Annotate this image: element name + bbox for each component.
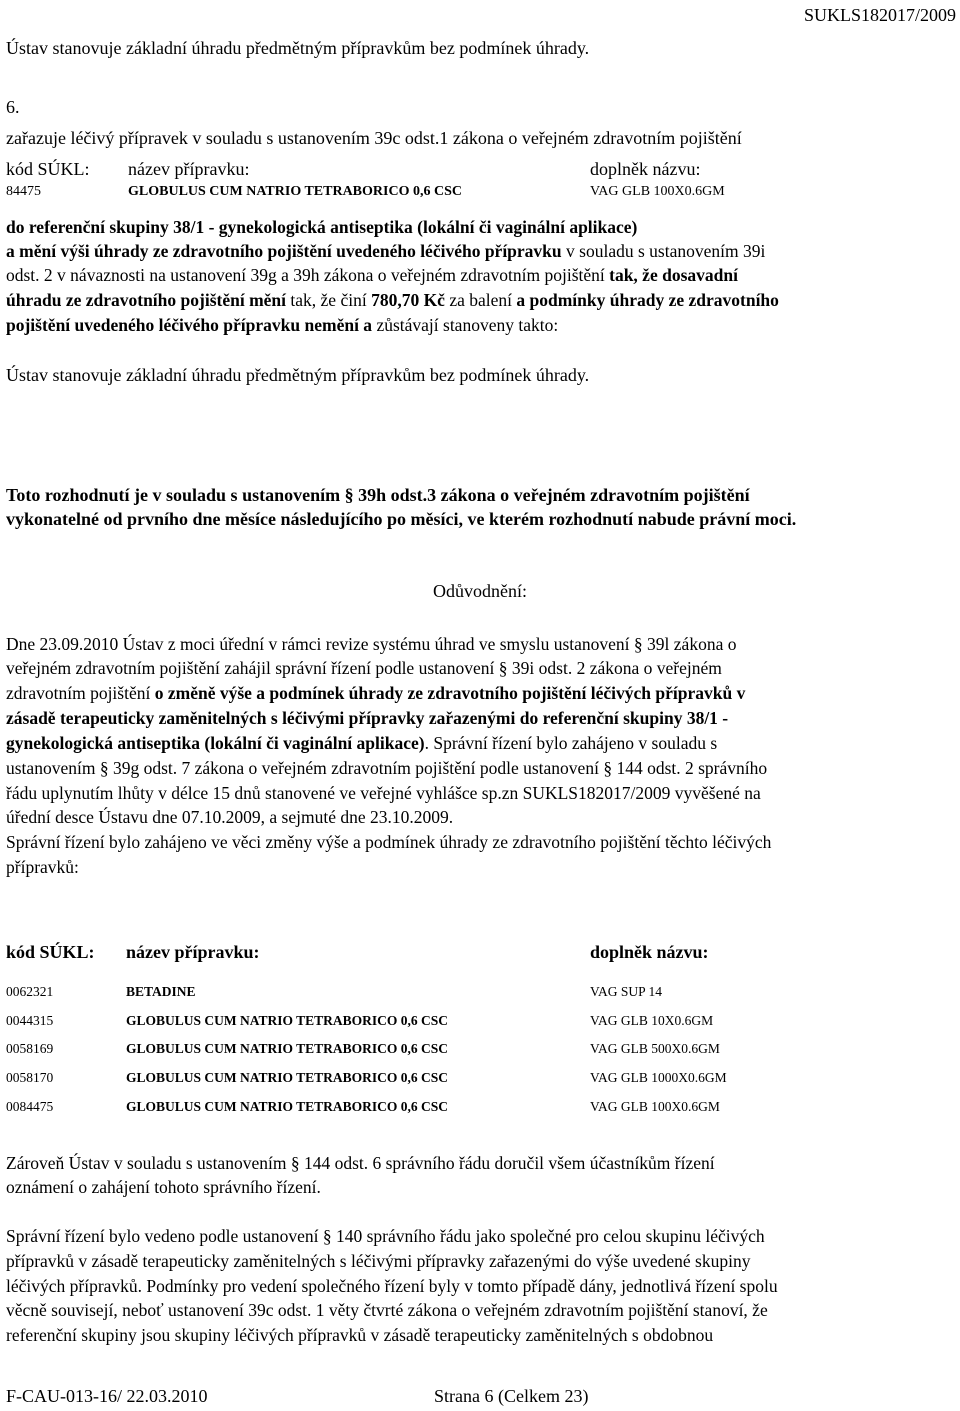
section-sign: § — [498, 658, 508, 678]
table-row — [6, 1041, 956, 1059]
section-sign: § — [290, 1153, 300, 1173]
decision-amount: 780,70 Kč — [371, 290, 445, 310]
justification-line-6-b: 39g odst. 7 zákona o veřejném zdravotním pojištění podle ustanovení — [108, 758, 604, 778]
row-addition: VAG GLB 10X0.6GM — [590, 1013, 714, 1028]
decision-line-5-b: zůstávají stanoveny takto: — [372, 315, 559, 335]
justification-line-3-a: zdravotním pojištění — [6, 683, 155, 703]
row-addition: VAG GLB 500X0.6GM — [590, 1041, 720, 1056]
decision-line-4-b: tak, že činí — [286, 290, 372, 310]
table-header-addition: doplněk názvu: — [590, 942, 709, 962]
justification-line-8: úřední desce Ústavu dne 07.10.2009, a sejmuté dne 23.10.2009. — [6, 807, 454, 827]
row-code: 0062321 — [6, 984, 54, 999]
row-addition: VAG GLB 1000X0.6GM — [590, 1070, 727, 1085]
justification-line-1-a: Dne 23.09.2010 Ústav z moci úřední v rámci revize systému úhrad ve smyslu ustanovení — [6, 634, 634, 654]
footer-page-number: Strana 6 (Celkem 23) — [434, 1386, 589, 1406]
col-header-addition: doplněk názvu: — [590, 159, 701, 179]
joint-line-1-a: Správní řízení bylo vedeno podle ustanovení — [6, 1226, 323, 1246]
justification-line-2-b: 39i odst. 2 zákona o veřejném — [507, 658, 722, 678]
notice-line-1-a: Zároveň Ústav v souladu s ustanovením — [6, 1153, 291, 1173]
joint-line-3: léčivých přípravků. Podmínky pro vedení společného řízení byly v tomto případě dány, jednotlivá řízení spolu — [6, 1276, 778, 1296]
justification-line-6-a: ustanovením — [6, 758, 100, 778]
row-name: BETADINE — [126, 984, 196, 999]
row-name: GLOBULUS CUM NATRIO TETRABORICO 0,6 CSC — [126, 1099, 449, 1114]
notice-line-2: oznámení o zahájení tohoto správního řízení. — [6, 1177, 321, 1197]
product-addition: VAG GLB 100X0.6GM — [590, 184, 725, 199]
decision-line-3-b: tak, že dosavadní — [609, 265, 738, 285]
decision-line-2-bold: a mění výši úhrady ze zdravotního pojištění uvedeného léčivého přípravku — [6, 241, 562, 261]
justification-title: Odůvodnění: — [433, 581, 527, 601]
row-name: GLOBULUS CUM NATRIO TETRABORICO 0,6 CSC — [126, 1013, 449, 1028]
decision-line-4 — [6, 289, 779, 312]
decision-line-2 — [6, 240, 765, 263]
table-header-code: kód SÚKL: — [6, 942, 95, 962]
notice-line-1 — [6, 1152, 715, 1175]
row-code: 0058169 — [6, 1041, 54, 1056]
row-name: GLOBULUS CUM NATRIO TETRABORICO 0,6 CSC — [126, 1041, 449, 1056]
justification-line-2 — [6, 657, 722, 680]
validity-line-1-b: 39h odst.3 zákona o veřejném zdravotním pojištění — [353, 485, 750, 505]
justification-line-5-a: gynekologická antiseptika (lokální či vaginální aplikace) — [6, 733, 425, 753]
justification-line-6-c: 144 odst. 2 správního — [612, 758, 768, 778]
paragraph-basic-reimbursement: Ústav stanovuje základní úhradu předmětným přípravkům bez podmínek úhrady. — [6, 38, 590, 58]
validity-line-2: vykonatelné od prvního dne měsíce následujícího po měsíci, ve kterém rozhodnutí nabude právní moci. — [6, 509, 797, 529]
section-sign: § — [99, 758, 109, 778]
table-header-name: název přípravku: — [126, 942, 260, 962]
decision-line-4-a: úhradu ze zdravotního pojištění mění — [6, 290, 287, 310]
table-row — [6, 1013, 956, 1031]
table-row — [6, 984, 956, 1002]
justification-line-3 — [6, 682, 745, 705]
row-addition: VAG SUP 14 — [590, 984, 663, 999]
footer-form-code: F-CAU-013-16/ 22.03.2010 — [6, 1386, 208, 1406]
row-addition: VAG GLB 100X0.6GM — [590, 1099, 720, 1114]
justification-line-9: Správní řízení bylo zahájeno ve věci změny výše a podmínek úhrady ze zdravotního pojištění těchto léčivých — [6, 832, 772, 852]
product-code: 84475 — [6, 184, 41, 199]
decision-line-3 — [6, 264, 738, 287]
notice-line-1-b: 144 odst. 6 správního řádu doručil všem účastníkům řízení — [299, 1153, 715, 1173]
section-sign: § — [603, 758, 613, 778]
table-row — [6, 1099, 956, 1117]
section-sign: § — [322, 1226, 332, 1246]
section-sign: § — [633, 634, 643, 654]
justification-line-3-b: o změně výše a podmínek úhrady ze zdravotního pojištění léčivých přípravků v — [154, 683, 746, 703]
justification-line-5 — [6, 732, 717, 755]
joint-line-5: referenční skupiny jsou skupiny léčivých přípravků v zásadě terapeuticky zaměnitelných s obdobnou — [6, 1325, 714, 1345]
decision-line-1: do referenční skupiny 38/1 - gynekologická antiseptika (lokální či vaginální aplikace) — [6, 217, 638, 237]
decision-line-2-rest: v souladu s ustanovením 39i — [561, 241, 766, 261]
validity-line-1-a: Toto rozhodnutí je v souladu s ustanovením — [6, 485, 345, 505]
joint-line-4: věcně souvisejí, neboť ustanovení 39c odst. 1 věty čtvrté zákona o veřejném zdravotním pojištění stanoví, že — [6, 1300, 768, 1320]
joint-line-1-b: 140 správního řádu jako společné pro celou skupinu léčivých — [331, 1226, 765, 1246]
row-code: 0058170 — [6, 1070, 54, 1085]
decision-line-3-a: odst. 2 v návaznosti na ustanovení 39g a 39h zákona o veřejném zdravotním pojištění — [6, 265, 610, 285]
joint-line-2: přípravků v zásadě terapeuticky zaměnitelných s léčivými přípravky zařazenými do výše uvedené skupiny — [6, 1251, 751, 1271]
justification-line-1 — [6, 633, 736, 656]
decision-line-5-a: pojištění uvedeného léčivého přípravku nemění a — [6, 315, 373, 335]
justification-line-5-b: . Správní řízení bylo zahájeno v souladu s — [424, 733, 718, 753]
justification-line-7: řádu uplynutím lhůty v délce 15 dnů stanovené ve veřejné vyhlášce sp.zn SUKLS182017/2009 vyvěšené na — [6, 783, 761, 803]
row-name: GLOBULUS CUM NATRIO TETRABORICO 0,6 CSC — [126, 1070, 449, 1085]
table-row — [6, 1070, 956, 1088]
document-reference: SUKLS182017/2009 — [803, 5, 956, 25]
decision-line-5 — [6, 314, 558, 337]
decision-line-4-d: za balení — [444, 290, 517, 310]
row-code: 0044315 — [6, 1013, 54, 1028]
row-code: 0084475 — [6, 1099, 54, 1114]
section-number: 6. — [6, 97, 20, 117]
joint-line-1 — [6, 1225, 765, 1248]
justification-line-4: zásadě terapeuticky zaměnitelných s léčivými přípravky zařazenými do referenční skupiny 38/1 - — [6, 708, 729, 728]
justification-line-6 — [6, 757, 767, 780]
section-sign: § — [344, 485, 354, 505]
section-heading: zařazuje léčivý přípravek v souladu s ustanovením 39c odst.1 zákona o veřejném zdravotním pojištění — [6, 128, 742, 148]
justification-line-10: přípravků: — [6, 857, 79, 877]
col-header-code: kód SÚKL: — [6, 159, 90, 179]
justification-line-2-a: veřejném zdravotním pojištění zahájil správní řízení podle ustanovení — [6, 658, 499, 678]
justification-line-1-b: 39l zákona o — [642, 634, 737, 654]
validity-line-1 — [6, 484, 750, 507]
col-header-name: název přípravku: — [128, 159, 250, 179]
product-name: GLOBULUS CUM NATRIO TETRABORICO 0,6 CSC — [128, 184, 462, 199]
paragraph-basic-reimbursement-2: Ústav stanovuje základní úhradu předmětným přípravkům bez podmínek úhrady. — [6, 365, 590, 385]
decision-line-4-e: a podmínky úhrady ze zdravotního — [516, 290, 779, 310]
